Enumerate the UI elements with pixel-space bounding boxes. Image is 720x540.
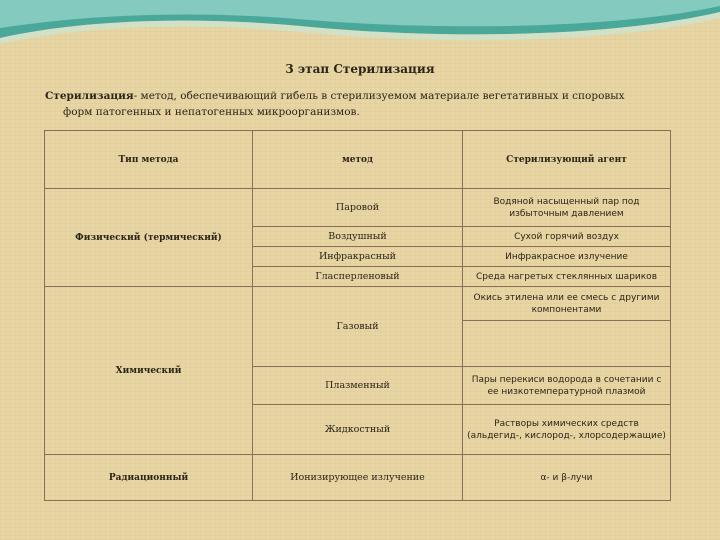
agent-cell: Окись этилена или ее смесь с другими компонентами — [463, 287, 671, 321]
header-type: Тип метода — [45, 131, 253, 189]
agent-cell: Пары перекиси водорода в сочетании с ее низкотемпературной плазмой — [463, 367, 671, 405]
method-cell: Газовый — [253, 287, 463, 367]
decorative-wave-header — [0, 0, 720, 60]
agent-cell: α- и β-лучи — [463, 455, 671, 501]
table-row — [45, 189, 671, 227]
sterilization-table — [44, 130, 671, 501]
method-cell: Паровой — [253, 189, 463, 227]
agent-cell: Водяной насыщенный пар под избыточным давлением — [463, 189, 671, 227]
agent-cell: Растворы химических средств (альдегид-, кислород-, хлорсодержащие) — [463, 405, 671, 455]
method-cell: Гласперленовый — [253, 267, 463, 287]
header-agent: Стерилизующий агент — [463, 131, 671, 189]
intro-line-2: форм патогенных и непатогенных микроорганизмов. — [63, 106, 360, 118]
method-cell: Жидкостный — [253, 405, 463, 455]
agent-cell: Сухой горячий воздух — [463, 227, 671, 247]
agent-cell: Инфракрасное излучение — [463, 247, 671, 267]
type-chemical: Химический — [45, 287, 253, 455]
table-header-row — [45, 131, 671, 189]
method-cell: Плазменный — [253, 367, 463, 405]
table-row — [45, 287, 671, 321]
type-radiation: Радиационный — [45, 455, 253, 501]
agent-cell-empty — [463, 321, 671, 367]
intro-term: Стерилизация — [45, 90, 134, 102]
method-cell: Ионизирующее излучение — [253, 455, 463, 501]
type-physical: Физический (термический) — [45, 189, 253, 287]
intro-paragraph — [45, 88, 675, 120]
table-row — [45, 455, 671, 501]
slide-title: 3 этап Стерилизация — [285, 62, 435, 76]
method-cell: Воздушный — [253, 227, 463, 247]
intro-line-1: - метод, обеспечивающий гибель в стерилизуемом материале вегетативных и споровых — [133, 90, 625, 102]
method-cell: Инфракрасный — [253, 247, 463, 267]
header-method: метод — [253, 131, 463, 189]
agent-cell: Среда нагретых стеклянных шариков — [463, 267, 671, 287]
